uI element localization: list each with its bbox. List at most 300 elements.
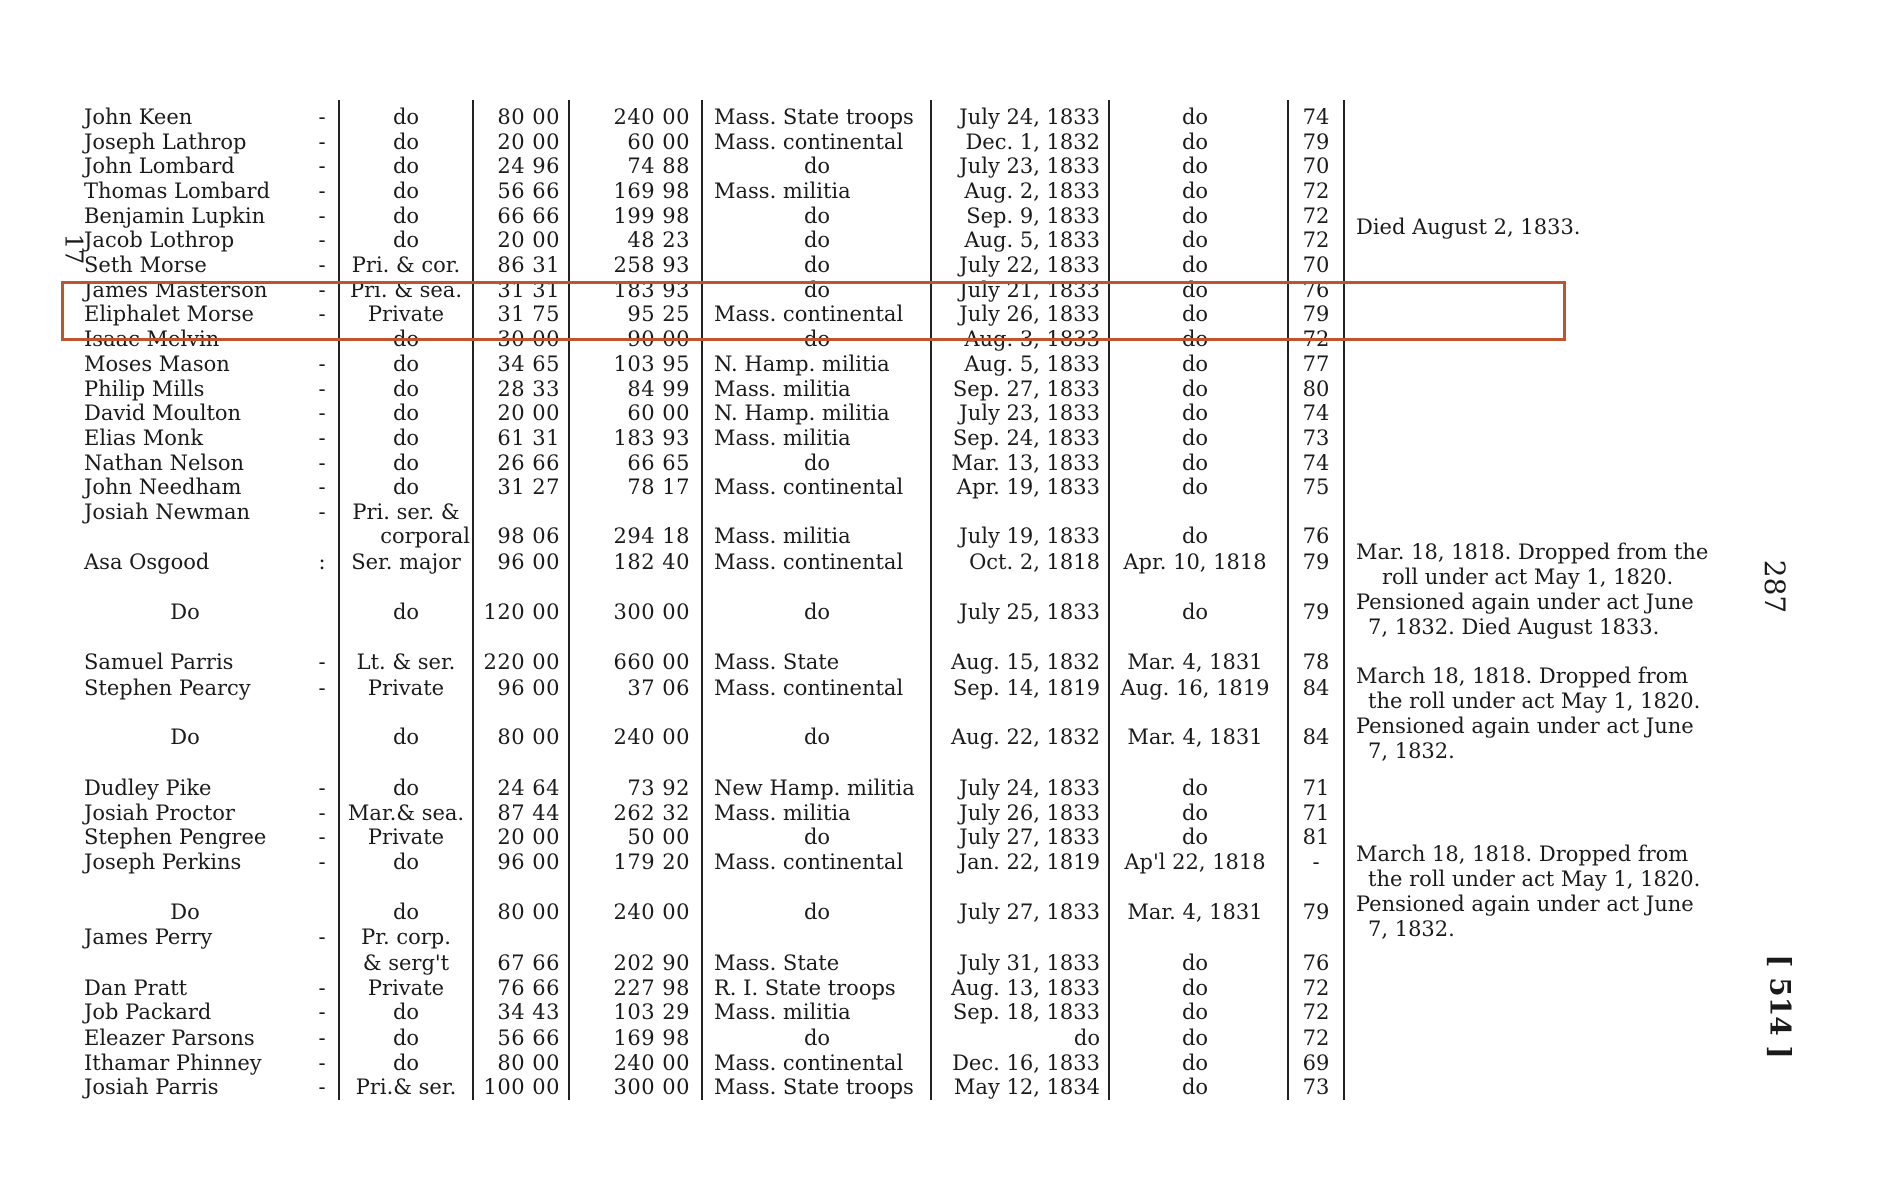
service-cell: Mass. continental <box>714 475 904 499</box>
name-cell: Nathan Nelson <box>84 451 245 475</box>
allowance-cell: 28 33 <box>497 377 560 401</box>
allowance-cell: 96 00 <box>497 850 560 874</box>
table-row <box>0 130 1878 155</box>
service-cell: Mass. continental <box>714 850 904 874</box>
date-cell: Aug. 22, 1832 <box>951 725 1100 749</box>
highlight-box <box>61 281 1566 341</box>
date-cell: Sep. 9, 1833 <box>966 204 1100 228</box>
name-cell: Do <box>170 600 200 624</box>
allowance-cell: 20 00 <box>497 825 560 849</box>
dash-cell: - <box>318 850 326 874</box>
allowance-cell: 76 66 <box>497 976 560 1000</box>
commenced-cell: do <box>1181 776 1209 800</box>
service-cell: Mass. militia <box>714 1000 851 1024</box>
age-cell: 74 <box>1302 105 1330 129</box>
date-cell: Dec. 16, 1833 <box>952 1051 1100 1075</box>
age-cell: 84 <box>1302 725 1330 749</box>
age-cell: 79 <box>1302 130 1330 154</box>
service-cell: do <box>803 900 831 924</box>
rank-cell: do <box>392 600 420 624</box>
received-cell: 103 29 <box>613 1000 690 1024</box>
received-cell: 240 00 <box>613 105 690 129</box>
name-cell: Eleazer Parsons <box>84 1026 255 1050</box>
age-cell: 72 <box>1302 327 1330 351</box>
age-cell: 77 <box>1302 352 1330 376</box>
allowance-cell: 80 00 <box>497 900 560 924</box>
date-cell: Dec. 1, 1832 <box>965 130 1100 154</box>
note-line: March 18, 1818. Dropped from <box>1356 842 1689 866</box>
commenced-cell: do <box>1181 228 1209 252</box>
dash-cell: - <box>318 228 326 252</box>
received-cell: 95 25 <box>627 302 690 326</box>
commenced-cell: Apr. 10, 1818 <box>1123 550 1267 574</box>
table-row <box>0 1000 1878 1025</box>
rank-cell: & serg't <box>362 951 450 975</box>
rank-cell: do <box>392 327 420 351</box>
date-cell: Aug. 3, 1833 <box>964 327 1100 351</box>
date-cell: Aug. 5, 1833 <box>964 352 1100 376</box>
note-line: 7, 1832. <box>1368 917 1455 941</box>
received-cell: 50 00 <box>627 825 690 849</box>
table-row <box>0 801 1878 826</box>
page-number: 287 <box>1758 559 1792 614</box>
age-cell: 76 <box>1302 524 1330 548</box>
commenced-cell: do <box>1181 451 1209 475</box>
name-cell: Ithamar Phinney <box>84 1051 262 1075</box>
allowance-cell: 31 31 <box>497 278 560 302</box>
name-cell: Josiah Newman <box>84 500 251 524</box>
dash-cell: - <box>318 377 326 401</box>
age-cell: 80 <box>1302 377 1330 401</box>
name-cell: Do <box>170 725 200 749</box>
name-cell: Dudley Pike <box>84 776 212 800</box>
allowance-cell: 31 27 <box>497 475 560 499</box>
name-cell: Moses Mason <box>84 352 230 376</box>
service-cell: Mass. militia <box>714 377 851 401</box>
received-cell: 179 20 <box>613 850 690 874</box>
date-cell: do <box>1073 1026 1100 1050</box>
dash-cell: - <box>318 179 326 203</box>
dash-cell: - <box>318 1051 326 1075</box>
date-cell: July 23, 1833 <box>959 154 1100 178</box>
name-cell: Benjamin Lupkin <box>84 204 266 228</box>
service-cell: Mass. militia <box>714 179 851 203</box>
name-cell: Jacob Lothrop <box>84 228 235 252</box>
table-row <box>0 204 1878 229</box>
received-cell: 660 00 <box>613 650 690 674</box>
rank-cell: Lt. & ser. <box>356 650 456 674</box>
age-cell: 72 <box>1302 1000 1330 1024</box>
commenced-cell: do <box>1181 327 1209 351</box>
note-pearcy <box>1356 664 1700 764</box>
date-cell: July 19, 1833 <box>959 524 1100 548</box>
rank-cell: do <box>392 900 420 924</box>
date-cell: Aug. 2, 1833 <box>964 179 1100 203</box>
table-row <box>0 377 1878 402</box>
age-cell: - <box>1312 850 1320 874</box>
rank-cell: Pri. & cor. <box>351 253 461 277</box>
rank-cell: do <box>392 377 420 401</box>
service-cell: do <box>803 154 831 178</box>
name-cell: Job Packard <box>84 1000 212 1024</box>
commenced-cell: do <box>1181 825 1209 849</box>
name-cell: John Needham <box>84 475 242 499</box>
commenced-cell: Aug. 16, 1819 <box>1120 676 1270 700</box>
received-cell: 240 00 <box>613 725 690 749</box>
date-cell: Aug. 5, 1833 <box>964 228 1100 252</box>
received-cell: 294 18 <box>613 524 690 548</box>
received-cell: 90 00 <box>627 327 690 351</box>
table-row <box>0 1026 1878 1051</box>
note-line: 7, 1832. <box>1368 739 1455 763</box>
allowance-cell: 220 00 <box>483 650 560 674</box>
commenced-cell: Mar. 4, 1831 <box>1127 650 1263 674</box>
allowance-cell: 30 00 <box>497 327 560 351</box>
commenced-cell: do <box>1181 105 1209 129</box>
allowance-cell: 80 00 <box>497 725 560 749</box>
service-cell: do <box>803 1026 831 1050</box>
dash-cell: - <box>318 352 326 376</box>
age-cell: 75 <box>1302 475 1330 499</box>
service-cell: Mass. militia <box>714 426 851 450</box>
received-cell: 227 98 <box>613 976 690 1000</box>
rank-cell: do <box>392 1051 420 1075</box>
received-cell: 78 17 <box>627 475 690 499</box>
dash-cell: - <box>318 676 326 700</box>
received-cell: 262 32 <box>613 801 690 825</box>
dash-cell: - <box>318 1075 326 1099</box>
age-cell: 72 <box>1302 1026 1330 1050</box>
note-line: Pensioned again under act June <box>1356 714 1694 738</box>
allowance-cell: 96 00 <box>497 676 560 700</box>
service-cell: N. Hamp. militia <box>714 401 890 425</box>
rank-cell: do <box>392 850 420 874</box>
note-line: roll under act May 1, 1820. <box>1382 565 1674 589</box>
date-cell: Apr. 19, 1833 <box>956 475 1100 499</box>
table-row <box>0 105 1878 130</box>
table-row <box>0 976 1878 1001</box>
commenced-cell: do <box>1181 1026 1209 1050</box>
age-cell: 74 <box>1302 451 1330 475</box>
allowance-cell: 34 43 <box>497 1000 560 1024</box>
received-cell: 240 00 <box>613 1051 690 1075</box>
rank-cell: do <box>392 1000 420 1024</box>
dash-cell: - <box>318 451 326 475</box>
commenced-cell: do <box>1181 475 1209 499</box>
table-row <box>0 475 1878 500</box>
name-cell: Asa Osgood <box>84 550 210 574</box>
age-cell: 73 <box>1302 1075 1330 1099</box>
rank-cell: Private <box>367 676 445 700</box>
service-cell: do <box>803 600 831 624</box>
table-row <box>0 776 1878 801</box>
note-line: March 18, 1818. Dropped from <box>1356 664 1689 688</box>
service-cell: Mass. State troops <box>714 105 914 129</box>
commenced-cell: do <box>1181 1051 1209 1075</box>
received-cell: 240 00 <box>613 900 690 924</box>
note-perkins <box>1356 842 1700 942</box>
age-cell: 72 <box>1302 204 1330 228</box>
dash-cell: - <box>318 130 326 154</box>
commenced-cell: do <box>1181 179 1209 203</box>
dash-cell: - <box>318 475 326 499</box>
rank-cell: Mar.& sea. <box>347 801 465 825</box>
allowance-cell: 98 06 <box>497 524 560 548</box>
rank-cell: do <box>392 401 420 425</box>
note-line: the roll under act May 1, 1820. <box>1368 867 1701 891</box>
table-row <box>0 500 1878 525</box>
commenced-cell: do <box>1181 951 1209 975</box>
service-cell: do <box>803 204 831 228</box>
table-row <box>0 401 1878 426</box>
note-lupkin: Died August 2, 1833. <box>1356 215 1581 239</box>
name-cell: James Perry <box>84 925 213 949</box>
dash-cell: - <box>318 302 326 326</box>
allowance-cell: 31 75 <box>497 302 560 326</box>
dash-cell: - <box>318 253 326 277</box>
commenced-cell: do <box>1181 1075 1209 1099</box>
commenced-cell: do <box>1181 426 1209 450</box>
date-cell: Jan. 22, 1819 <box>958 850 1100 874</box>
rank-cell: Private <box>367 976 445 1000</box>
rank-cell: Pri. ser. & <box>352 500 460 524</box>
rank-cell: Pri. & sea. <box>349 278 462 302</box>
name-cell: Josiah Parris <box>84 1075 219 1099</box>
left-margin-number: 17 <box>59 233 88 265</box>
commenced-cell: Mar. 4, 1831 <box>1127 725 1263 749</box>
service-cell: do <box>803 228 831 252</box>
age-cell: 79 <box>1302 302 1330 326</box>
received-cell: 60 00 <box>627 130 690 154</box>
allowance-cell: 80 00 <box>497 1051 560 1075</box>
dash-cell: - <box>318 976 326 1000</box>
table-row <box>0 253 1878 278</box>
age-cell: 79 <box>1302 900 1330 924</box>
received-cell: 37 06 <box>627 676 690 700</box>
allowance-cell: 24 96 <box>497 154 560 178</box>
table-row <box>0 179 1878 204</box>
table-row <box>0 451 1878 476</box>
received-cell: 182 40 <box>613 550 690 574</box>
table-row <box>0 352 1878 377</box>
commenced-cell: do <box>1181 401 1209 425</box>
commenced-cell: do <box>1181 278 1209 302</box>
received-cell: 60 00 <box>627 401 690 425</box>
commenced-cell: do <box>1181 377 1209 401</box>
commenced-cell: do <box>1181 801 1209 825</box>
date-cell: July 31, 1833 <box>959 951 1100 975</box>
received-cell: 169 98 <box>613 1026 690 1050</box>
age-cell: 74 <box>1302 401 1330 425</box>
allowance-cell: 20 00 <box>497 130 560 154</box>
date-cell: July 24, 1833 <box>959 105 1100 129</box>
service-cell: do <box>803 253 831 277</box>
commenced-cell: Ap'l 22, 1818 <box>1124 850 1266 874</box>
name-cell: Eliphalet Morse <box>84 302 254 326</box>
received-cell: 183 93 <box>613 426 690 450</box>
service-cell: N. Hamp. militia <box>714 352 890 376</box>
name-cell: Philip Mills <box>84 377 205 401</box>
dash-cell: - <box>318 278 326 302</box>
service-cell: Mass. State <box>714 951 840 975</box>
age-cell: 70 <box>1302 253 1330 277</box>
date-cell: Sep. 14, 1819 <box>952 676 1100 700</box>
age-cell: 76 <box>1302 951 1330 975</box>
name-cell: Isaac Melvin <box>84 327 220 351</box>
dash-cell: - <box>318 801 326 825</box>
name-cell: James Masterson <box>84 278 268 302</box>
date-cell: Mar. 13, 1833 <box>951 451 1100 475</box>
rank-cell: corporal <box>380 524 470 548</box>
received-cell: 66 65 <box>627 451 690 475</box>
age-cell: 78 <box>1302 650 1330 674</box>
service-cell: Mass. continental <box>714 1051 904 1075</box>
allowance-cell: 80 00 <box>497 105 560 129</box>
table-row <box>0 1075 1878 1100</box>
received-cell: 183 93 <box>613 278 690 302</box>
service-cell: do <box>803 278 831 302</box>
dash-cell: - <box>318 1026 326 1050</box>
commenced-cell: do <box>1181 253 1209 277</box>
name-cell: Stephen Pengree <box>84 825 267 849</box>
rank-cell: do <box>392 154 420 178</box>
age-cell: 76 <box>1302 278 1330 302</box>
date-cell: July 25, 1833 <box>959 600 1100 624</box>
date-cell: Sep. 24, 1833 <box>952 426 1100 450</box>
note-line: Pensioned again under act June <box>1356 892 1694 916</box>
name-cell: John Keen <box>84 105 193 129</box>
allowance-cell: 24 64 <box>497 776 560 800</box>
date-cell: July 26, 1833 <box>959 302 1100 326</box>
note-osgood <box>1356 540 1708 640</box>
date-cell: July 22, 1833 <box>959 253 1100 277</box>
service-cell: Mass. State <box>714 650 840 674</box>
dash-cell: - <box>318 1000 326 1024</box>
commenced-cell: do <box>1181 154 1209 178</box>
received-cell: 300 00 <box>613 1075 690 1099</box>
allowance-cell: 26 66 <box>497 451 560 475</box>
service-cell: Mass. continental <box>714 550 904 574</box>
date-cell: July 27, 1833 <box>959 825 1100 849</box>
name-cell: Thomas Lombard <box>84 179 271 203</box>
received-cell: 74 88 <box>627 154 690 178</box>
dash-cell: - <box>318 825 326 849</box>
service-cell: do <box>803 451 831 475</box>
service-cell: Mass. militia <box>714 524 851 548</box>
received-cell: 300 00 <box>613 600 690 624</box>
allowance-cell: 20 00 <box>497 228 560 252</box>
service-cell: Mass. State troops <box>714 1075 914 1099</box>
date-cell: Sep. 18, 1833 <box>952 1000 1100 1024</box>
dash-cell: : <box>318 550 326 574</box>
age-cell: 69 <box>1302 1051 1330 1075</box>
rank-cell: do <box>392 352 420 376</box>
age-cell: 71 <box>1302 801 1330 825</box>
received-cell: 48 23 <box>627 228 690 252</box>
table-row <box>0 228 1878 253</box>
dash-cell: - <box>318 925 326 949</box>
allowance-cell: 66 66 <box>497 204 560 228</box>
name-cell: Josiah Proctor <box>84 801 235 825</box>
name-cell: Dan Pratt <box>84 976 188 1000</box>
allowance-cell: 120 00 <box>483 600 560 624</box>
rank-cell: Private <box>367 825 445 849</box>
rank-cell: do <box>392 725 420 749</box>
rank-cell: do <box>392 130 420 154</box>
commenced-cell: Mar. 4, 1831 <box>1127 900 1263 924</box>
rank-cell: do <box>392 228 420 252</box>
allowance-cell: 96 00 <box>497 550 560 574</box>
commenced-cell: do <box>1181 600 1209 624</box>
service-cell: Mass. militia <box>714 801 851 825</box>
date-cell: Sep. 27, 1833 <box>952 377 1100 401</box>
commenced-cell: do <box>1181 302 1209 326</box>
commenced-cell: do <box>1181 524 1209 548</box>
dash-cell: - <box>318 401 326 425</box>
name-cell: Stephen Pearcy <box>84 676 251 700</box>
rank-cell: do <box>392 105 420 129</box>
table-row <box>0 426 1878 451</box>
name-cell: David Moulton <box>84 401 242 425</box>
table-row <box>0 1051 1878 1076</box>
name-cell: Seth Morse <box>84 253 207 277</box>
allowance-cell: 20 00 <box>497 401 560 425</box>
allowance-cell: 87 44 <box>497 801 560 825</box>
received-cell: 202 90 <box>613 951 690 975</box>
received-cell: 84 99 <box>627 377 690 401</box>
name-cell: Samuel Parris <box>84 650 234 674</box>
date-cell: Aug. 13, 1833 <box>951 976 1100 1000</box>
date-cell: Aug. 15, 1832 <box>951 650 1100 674</box>
service-cell: do <box>803 327 831 351</box>
rank-cell: do <box>392 426 420 450</box>
service-cell: do <box>803 725 831 749</box>
dash-cell: - <box>318 426 326 450</box>
date-cell: Oct. 2, 1818 <box>969 550 1100 574</box>
service-cell: R. I. State troops <box>714 976 896 1000</box>
note-line: 7, 1832. Died August 1833. <box>1368 615 1660 639</box>
age-cell: 79 <box>1302 550 1330 574</box>
rank-cell: do <box>392 179 420 203</box>
note-line: Pensioned again under act June <box>1356 590 1694 614</box>
rank-cell: do <box>392 776 420 800</box>
rank-cell: do <box>392 451 420 475</box>
commenced-cell: do <box>1181 204 1209 228</box>
date-cell: July 23, 1833 <box>959 401 1100 425</box>
commenced-cell: do <box>1181 1000 1209 1024</box>
allowance-cell: 34 65 <box>497 352 560 376</box>
allowance-cell: 86 31 <box>497 253 560 277</box>
commenced-cell: do <box>1181 352 1209 376</box>
dash-cell: - <box>318 204 326 228</box>
rank-cell: Pri.& ser. <box>355 1075 457 1099</box>
allowance-cell: 61 31 <box>497 426 560 450</box>
dash-cell: - <box>318 154 326 178</box>
age-cell: 70 <box>1302 154 1330 178</box>
note-line: the roll under act May 1, 1820. <box>1368 689 1701 713</box>
age-cell: 84 <box>1302 676 1330 700</box>
rank-cell: Private <box>367 302 445 326</box>
rank-cell: Pr. corp. <box>361 925 451 949</box>
commenced-cell: do <box>1181 976 1209 1000</box>
name-cell: Joseph Lathrop <box>84 130 247 154</box>
service-cell: New Hamp. militia <box>714 776 915 800</box>
age-cell: 72 <box>1302 976 1330 1000</box>
commenced-cell: do <box>1181 130 1209 154</box>
service-cell: do <box>803 825 831 849</box>
age-cell: 71 <box>1302 776 1330 800</box>
received-cell: 199 98 <box>613 204 690 228</box>
